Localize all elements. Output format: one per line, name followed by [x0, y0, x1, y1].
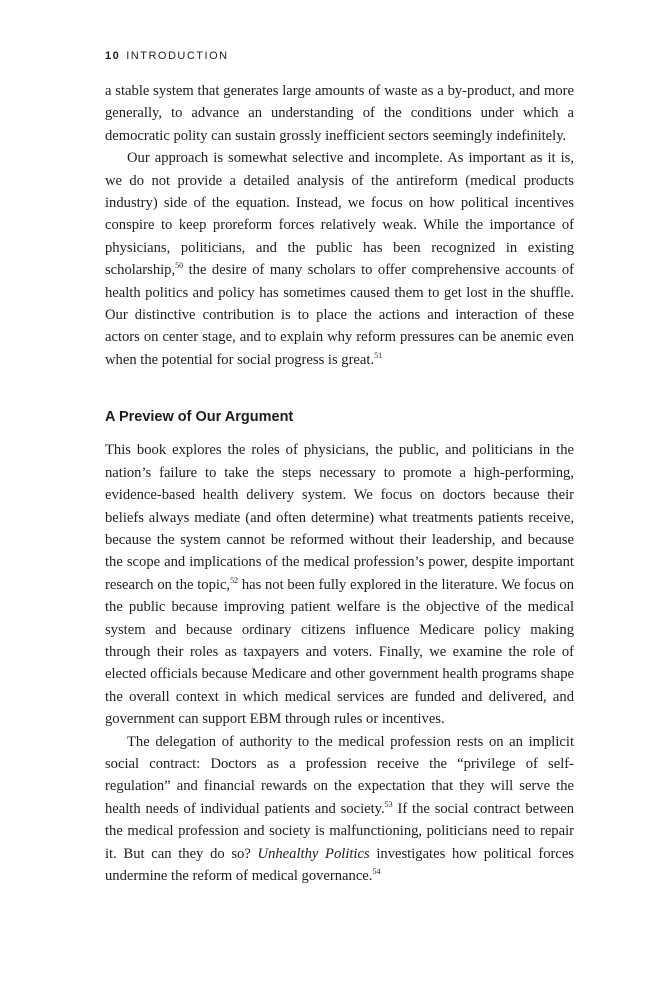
paragraph: Our approach is somewhat selective and incomplete. As important as it is, we do not provide a detailed analysis of the antireform (medical products industry) side of the equation. Instead, we focus on how political incentives conspire to keep proreform forces relatively weak. While the importance of physicians, politicians, and the public has been recognized in existing scholarship,$^{50}$ the desire of many scholars to offer comprehensive accounts of health politics and policy has sometimes caused them to get lost in the shuffle. Our distinctive contribution is to place the actions and interaction of these actors on center stage, and to explain why reform pressures can be anemic even when the potential for social progress is great.$^{51}$: [105, 150, 574, 368]
book-page: [105, 50, 574, 887]
chapter-title: INTRODUCTION: [126, 50, 229, 62]
footnote-ref: 53: [384, 799, 393, 809]
running-head: [105, 50, 574, 62]
footnote-ref: 51: [374, 351, 383, 361]
section-heading: A Preview of Our Argument: [105, 409, 294, 426]
paragraph: The delegation of authority to the medical profession rests on an implicit social contract: Doctors as a profession receive the “privilege of self-regulation” and financial rewards on the expectation that they will serve the health needs of individual patients and society.$^{53}$ If the social contract between the medical profession and society is malfunctioning, politicians need to repair it. But can they do so? Unhealthy Politics investigates how political forces undermine the reform of medical governance.$^{54}$: [105, 733, 574, 884]
footnote-ref: 52: [230, 575, 239, 585]
paragraph: a stable system that generates large amounts of waste as a by-product, and more generally, to advance an understanding of the conditions under which a democratic polity can sustain grossly inefficient sectors seemingly indefinitely.: [105, 83, 574, 144]
footnote-ref: 54: [372, 867, 381, 877]
page-number: 10: [105, 50, 121, 62]
book-title-italic: Unhealthy Politics: [257, 845, 370, 862]
paragraph: This book explores the roles of physicians, the public, and politicians in the nation’s failure to take the steps necessary to promote a high-performing, evidence-based health delivery system. We focus on doctors because their beliefs always mediate (and often determine) what treatments patients receive, because the system cannot be reformed without their leadership, and because the scope and implications of the medical profession’s power, despite important research on the topic,$^{52}$ has not been fully explored in the literature. We focus on the public because improving patient welfare is the objective of the medical system and because ordinary citizens influence Medicare policy making through their roles as taxpayers and voters. Finally, we examine the role of elected officials because Medicare and other government health programs shape the overall context in which medical services are funded and delivered, and government can support EBM through rules or incentives.: [105, 442, 574, 728]
footnote-ref: 50: [175, 261, 184, 271]
